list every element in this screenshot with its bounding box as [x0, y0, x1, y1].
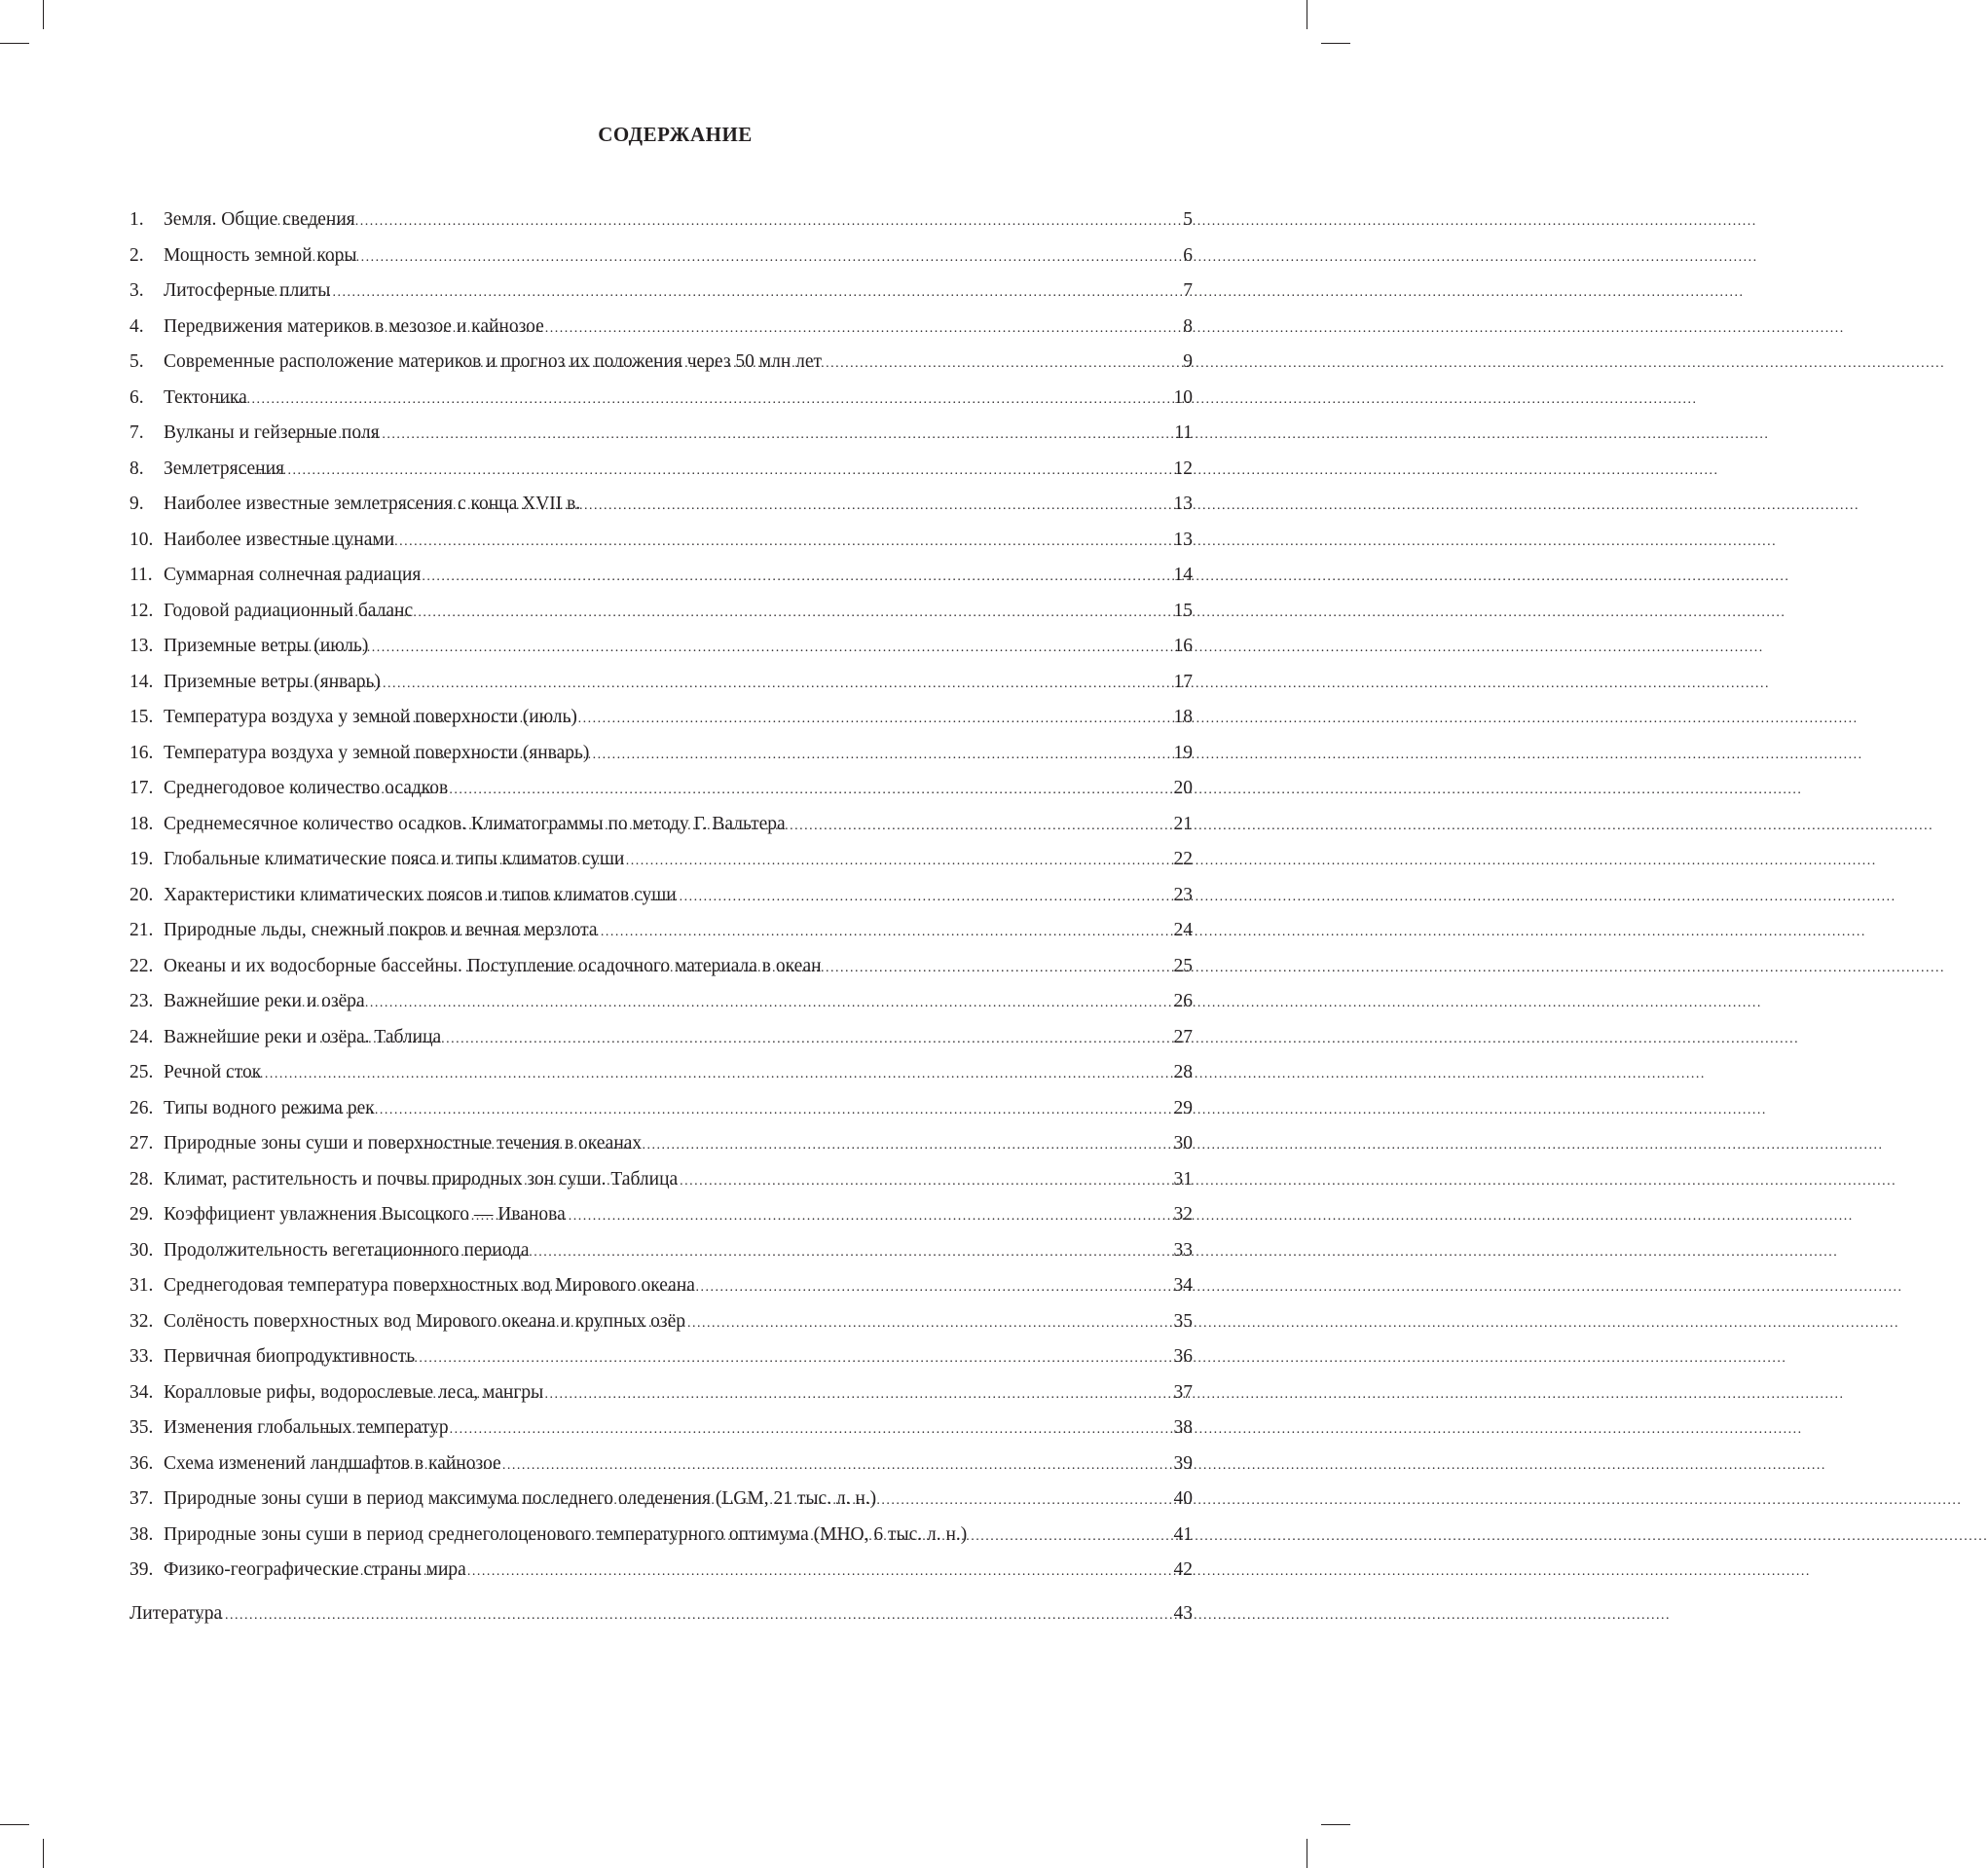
toc-entry-title: Наиболее известные цунами	[164, 529, 395, 550]
toc-leader-dots	[380, 489, 1140, 525]
toc-leader-dots	[465, 347, 1140, 383]
toc-entry-number: 1.	[129, 209, 144, 230]
toc-entry-number: 36.	[129, 1452, 154, 1474]
toc-entry-number: 15.	[129, 707, 154, 727]
toc-leader-dots	[364, 1377, 1140, 1413]
toc-entry[interactable]	[129, 1197, 1193, 1233]
toc-entry[interactable]	[129, 452, 1193, 488]
toc-entry-page: 32	[1173, 1204, 1193, 1225]
toc-entry-number: 37.	[129, 1488, 154, 1509]
toc-entry-title: Природные зоны суши и поверхностные течения в океанах	[164, 1133, 643, 1154]
toc-entry-title: Землетрясения	[164, 458, 285, 479]
toc-entry-page: 25	[1173, 955, 1193, 976]
toc-leader-dots	[508, 1520, 1140, 1556]
toc-entry-page: 29	[1173, 1097, 1193, 1118]
toc-leader-dots	[465, 951, 1140, 987]
toc-entry-page: 13	[1173, 529, 1193, 550]
toc-entry-title: Тектоника	[164, 386, 247, 408]
toc-entry-page: 6	[1183, 244, 1193, 266]
toc-entry-title: Физико-географические страны мира	[164, 1559, 466, 1580]
toc-entry-number: 33.	[129, 1346, 154, 1367]
toc-entry-page: 42	[1173, 1559, 1193, 1580]
toc-entry-title: Среднегодовая температура поверхностных вод Мирового океана	[164, 1275, 695, 1296]
toc-leader-dots	[374, 1199, 1140, 1235]
toc-entry[interactable]	[129, 1126, 1193, 1162]
toc-entry-page: 41	[1173, 1523, 1193, 1545]
toc-entry-title: Земля. Общие сведения	[164, 209, 355, 230]
toc-entry-title: Температура воздуха у земной поверхности (июль)	[164, 707, 577, 727]
toc-leader-dots	[347, 1448, 1140, 1484]
toc-entry-page: 21	[1173, 813, 1193, 834]
toc-entry-page: 14	[1173, 565, 1193, 585]
toc-entry-page: 19	[1173, 742, 1193, 763]
toc-leader-dots	[191, 1598, 1140, 1634]
toc-entry-title: Речной сток	[164, 1062, 262, 1082]
toc-entry-title: Климат, растительность и почвы природных зон суши. Таблица	[164, 1168, 679, 1190]
toc-leader-dots	[297, 525, 1140, 561]
toc-leader-dots	[423, 1270, 1140, 1306]
toc-entry-number: 20.	[129, 884, 154, 905]
toc-entry-title: Важнейшие реки и озёра	[164, 991, 365, 1011]
toc-entry-number: 7.	[129, 422, 144, 443]
toc-entry-number: 6.	[129, 386, 144, 408]
toc-entry[interactable]	[129, 274, 1193, 310]
toc-entry-number: 24.	[129, 1026, 154, 1047]
toc-entry-title: Глобальные климатические пояса и типы климатов суши	[164, 849, 625, 869]
toc-entry[interactable]	[129, 202, 1193, 238]
toc-entry-title: Природные зоны суши в период максимума последнего оледенения (LGM, 21 тыс. л. н.)	[164, 1488, 877, 1509]
toc-entry-page: 26	[1173, 991, 1193, 1011]
toc-entry[interactable]	[129, 1482, 1193, 1518]
crop-mark	[0, 43, 29, 44]
crop-mark	[0, 1824, 29, 1825]
toc-leader-dots	[322, 773, 1140, 809]
toc-leader-dots	[319, 1022, 1140, 1058]
toc-entry-page: 37	[1173, 1381, 1193, 1403]
table-of-contents	[129, 202, 1193, 1589]
toc-leader-dots	[217, 383, 1140, 419]
toc-entry-title: Передвижения материков в мезозое и кайнозое	[164, 315, 544, 337]
toc-leader-dots	[417, 1164, 1140, 1200]
toc-entry-number: 16.	[129, 742, 154, 763]
toc-entry[interactable]	[129, 1020, 1193, 1056]
toc-leader-dots	[397, 844, 1140, 880]
toc-entry-page: 27	[1173, 1026, 1193, 1047]
toc-entry-number: 34.	[129, 1381, 154, 1403]
toc-entry[interactable]	[129, 416, 1193, 452]
toc-entry[interactable]	[129, 1162, 1193, 1198]
toc-entry-page: 36	[1173, 1346, 1193, 1367]
toc-entry-title: Среднемесячное количество осадков. Климатограммы по методу Г. Вальтера	[164, 813, 786, 834]
toc-leader-dots	[403, 1128, 1140, 1164]
toc-entry-page: 34	[1173, 1275, 1193, 1296]
toc-entry[interactable]	[129, 1055, 1193, 1091]
toc-entry[interactable]	[129, 1091, 1193, 1127]
toc-entry[interactable]	[129, 1518, 1193, 1554]
toc-entry-page: 39	[1173, 1452, 1193, 1474]
toc-entry[interactable]	[129, 1375, 1193, 1411]
toc-entry[interactable]	[129, 1304, 1193, 1340]
toc-entry-number: 35.	[129, 1417, 154, 1438]
toc-entry-number: 5.	[129, 351, 144, 372]
toc-entry[interactable]	[129, 345, 1193, 381]
toc-entry-number: 13.	[129, 636, 154, 656]
toc-entry[interactable]	[129, 1233, 1193, 1269]
toc-leader-dots	[278, 240, 1140, 276]
toc-entry-number: 39.	[129, 1559, 154, 1580]
toc-entry-number: 26.	[129, 1097, 154, 1118]
toc-entry-title: Первичная биопродуктивность	[164, 1346, 416, 1367]
toc-entry[interactable]	[129, 665, 1193, 701]
toc-entry-title: Современные расположение материков и прогноз их положения через 50 млн лет	[164, 351, 823, 372]
toc-leader-dots	[310, 560, 1140, 596]
toc-entry-number: 23.	[129, 991, 154, 1011]
toc-entry[interactable]	[129, 1339, 1193, 1375]
toc-leader-dots	[264, 275, 1140, 311]
toc-entry-title: Изменения глобальных температур	[164, 1417, 449, 1438]
toc-entry[interactable]	[129, 878, 1193, 914]
toc-entry[interactable]	[129, 913, 1193, 949]
toc-leader-dots	[358, 1235, 1140, 1271]
toc-entry-title: Солёность поверхностных вод Мирового океана и крупных озёр	[164, 1310, 685, 1332]
toc-entry-page: 24	[1173, 920, 1193, 940]
toc-entry-page: 28	[1173, 1062, 1193, 1082]
toc-entry[interactable]	[129, 381, 1193, 417]
toc-entry-title: Наиболее известные землетрясения с конца XVII в.	[164, 494, 581, 514]
toc-entry-title: Среднегодовое количество осадков	[164, 778, 449, 798]
toc-entry-page: 11	[1174, 422, 1193, 443]
toc-entry-page: 22	[1173, 849, 1193, 869]
toc-entry[interactable]	[129, 487, 1193, 523]
toc-entry-number: 9.	[129, 494, 144, 514]
toc-entry[interactable]	[129, 984, 1193, 1020]
toc-entry-title: Характеристики климатических поясов и типов климатов суши	[164, 884, 677, 905]
toc-entry-page: 20	[1173, 778, 1193, 798]
toc-entry-page: 30	[1173, 1133, 1193, 1154]
toc-entry[interactable]	[129, 1447, 1193, 1483]
toc-entry-title: Приземные ветры (январь)	[164, 671, 381, 692]
toc-entry-title: Литература	[129, 1603, 223, 1624]
toc-entry-number: 4.	[129, 315, 144, 337]
toc-leader-dots	[384, 738, 1140, 774]
crop-mark	[43, 1839, 44, 1868]
toc-entry-page: 15	[1173, 600, 1193, 621]
crop-mark	[43, 0, 44, 29]
toc-entry-page: 23	[1173, 884, 1193, 905]
toc-entry-number: 12.	[129, 600, 154, 621]
toc-entry-number: 2.	[129, 244, 144, 266]
toc-entry-number: 25.	[129, 1062, 154, 1082]
toc-entry[interactable]	[129, 594, 1193, 630]
toc-entry-number: 29.	[129, 1204, 154, 1225]
toc-entry-title: Температура воздуха у земной поверхности (январь)	[164, 742, 590, 763]
toc-entry-page: 16	[1173, 636, 1193, 656]
toc-entry-number: 10.	[129, 529, 154, 550]
toc-leader-dots	[379, 702, 1140, 738]
page-title: СОДЕРЖАНИЕ	[598, 123, 753, 146]
toc-leader-dots	[387, 915, 1140, 951]
toc-entry-page: 38	[1173, 1417, 1193, 1438]
toc-leader-dots	[454, 809, 1140, 845]
toc-entry-title: Приземные ветры (июль)	[164, 636, 369, 656]
toc-entry[interactable]	[129, 523, 1193, 559]
toc-entry-number: 21.	[129, 920, 154, 940]
toc-entry-literature[interactable]	[129, 1596, 1193, 1632]
toc-entry-number: 27.	[129, 1133, 154, 1154]
toc-entry-number: 19.	[129, 849, 154, 869]
toc-entry[interactable]	[129, 1553, 1193, 1589]
toc-leader-dots	[284, 631, 1140, 667]
toc-entry[interactable]	[129, 700, 1193, 736]
toc-entry-number: 3.	[129, 280, 144, 301]
toc-entry-page: 18	[1173, 707, 1193, 727]
toc-entry-number: 11.	[129, 565, 153, 585]
toc-entry-page: 43	[1173, 1603, 1193, 1624]
toc-entry-title: Природные зоны суши в период среднеголоценового температурного оптимума (МНО, 6 тыс. л. н.)	[164, 1523, 968, 1545]
toc-entry[interactable]	[129, 1268, 1193, 1304]
toc-leader-dots	[331, 1555, 1140, 1591]
toc-entry-title: Коралловые рифы, водорослевые леса, мангры	[164, 1381, 544, 1403]
toc-leader-dots	[420, 1306, 1140, 1342]
toc-leader-dots	[289, 418, 1140, 454]
toc-entry[interactable]	[129, 842, 1193, 878]
toc-entry-page: 12	[1173, 458, 1193, 479]
toc-entry-title: Вулканы и гейзерные поля	[164, 422, 380, 443]
toc-entry-number: 18.	[129, 813, 154, 834]
toc-entry[interactable]	[129, 629, 1193, 665]
toc-leader-dots	[287, 1093, 1140, 1129]
toc-entry-title: Важнейшие реки и озёра. Таблица	[164, 1026, 442, 1047]
toc-entry[interactable]	[129, 807, 1193, 843]
toc-entry-page: 31	[1173, 1168, 1193, 1190]
toc-entry-title: Мощность земной коры	[164, 244, 357, 266]
toc-entry-number: 22.	[129, 955, 154, 976]
toc-entry-page: 13	[1173, 494, 1193, 514]
toc-entry-number: 30.	[129, 1239, 154, 1261]
toc-entry-number: 17.	[129, 778, 154, 798]
toc-entry-page: 8	[1183, 315, 1193, 337]
toc-entry-title: Типы водного режима рек	[164, 1097, 375, 1118]
toc-entry-title: Схема изменений ландшафтов в кайнозое	[164, 1452, 501, 1474]
toc-entry-page: 9	[1183, 351, 1193, 372]
toc-entry-page: 10	[1173, 386, 1193, 408]
toc-entry-title: Годовой радиационный баланс	[164, 600, 414, 621]
toc-entry[interactable]	[129, 238, 1193, 275]
toc-entry[interactable]	[129, 949, 1193, 985]
toc-entry-title: Коэффициент увлажнения Высоцкого — Иванова	[164, 1204, 566, 1225]
toc-entry-page: 5	[1183, 209, 1193, 230]
toc-entry-title: Продолжительность вегетационного периода	[164, 1239, 530, 1261]
toc-entry-number: 38.	[129, 1523, 154, 1545]
toc-entry-title: Литосферные плиты	[164, 280, 331, 301]
toc-leader-dots	[323, 1412, 1140, 1448]
toc-leader-dots	[239, 454, 1140, 490]
toc-entry[interactable]	[129, 736, 1193, 772]
toc-entry-page: 40	[1173, 1488, 1193, 1509]
toc-entry-title: Океаны и их водосборные бассейны. Поступление осадочного материала в океан	[164, 955, 822, 976]
toc-entry[interactable]	[129, 1410, 1193, 1447]
toc-leader-dots	[307, 1341, 1140, 1377]
toc-entry-number: 28.	[129, 1168, 154, 1190]
toc-leader-dots	[417, 880, 1140, 916]
toc-entry-number: 32.	[129, 1310, 154, 1332]
toc-entry-title: Суммарная солнечная радиация	[164, 565, 422, 585]
toc-entry[interactable]	[129, 771, 1193, 807]
toc-entry-page: 33	[1173, 1239, 1193, 1261]
toc-entry-page: 35	[1173, 1310, 1193, 1332]
toc-entry-number: 31.	[129, 1275, 154, 1296]
toc-entry-number: 14.	[129, 671, 154, 692]
toc-leader-dots	[306, 596, 1140, 632]
toc-leader-dots	[365, 311, 1140, 348]
toc-entry-page: 7	[1183, 280, 1193, 301]
toc-leader-dots	[277, 204, 1140, 240]
toc-leader-dots	[282, 986, 1140, 1022]
toc-entry-page: 17	[1173, 671, 1193, 692]
toc-entry[interactable]	[129, 558, 1193, 594]
toc-entry-title: Природные льды, снежный покров и вечная мерзлота	[164, 920, 598, 940]
toc-entry-number: 8.	[129, 458, 144, 479]
crop-mark	[1321, 43, 1350, 44]
toc-leader-dots	[226, 1057, 1140, 1093]
toc-leader-dots	[290, 667, 1140, 703]
toc-leader-dots	[482, 1483, 1140, 1520]
toc-entry[interactable]	[129, 310, 1193, 346]
crop-mark	[1321, 1824, 1350, 1825]
